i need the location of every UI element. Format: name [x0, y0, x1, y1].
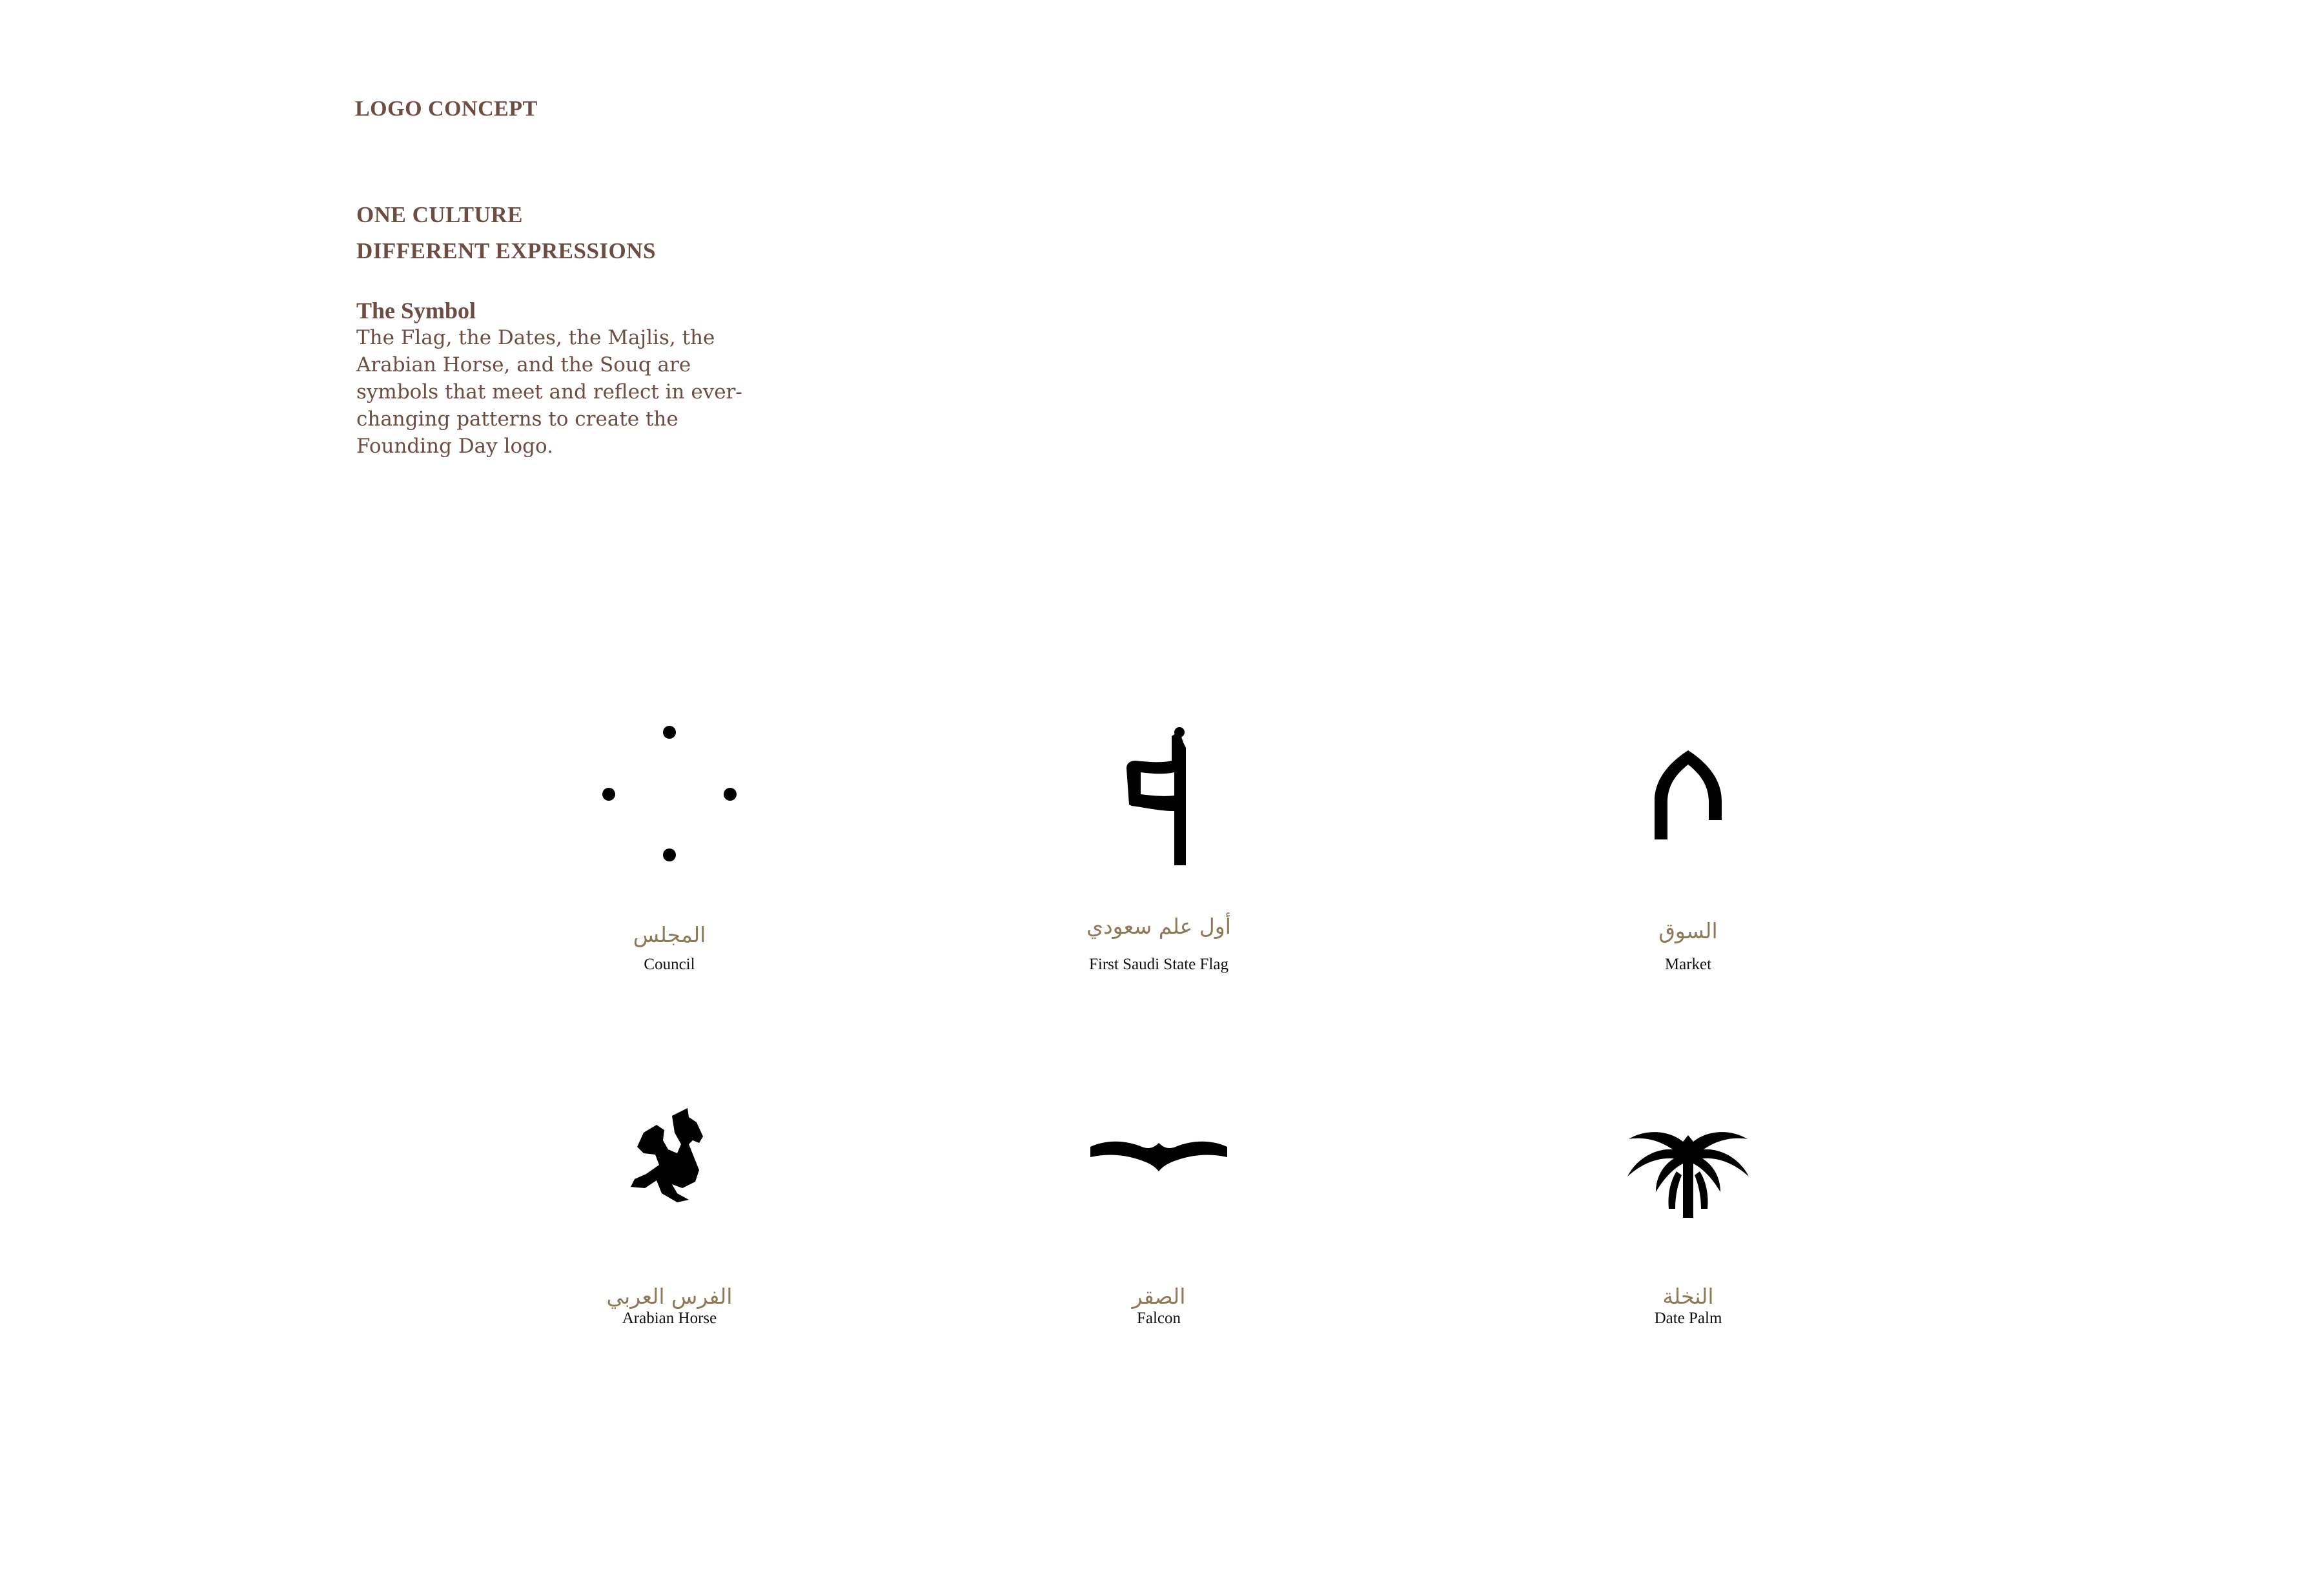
symbol-card-palm — [1462, 1091, 1914, 1362]
falcon-english-label: Falcon — [1136, 1310, 1181, 1327]
flag-english-label: First Saudi State Flag — [1089, 956, 1228, 973]
symbol-card-horse — [443, 1091, 895, 1362]
horse-icon-graphic — [592, 1091, 747, 1246]
palm-english-label: Date Palm — [1654, 1310, 1722, 1327]
symbol-heading: The Symbol — [356, 298, 476, 324]
horse-english-label: Arabian Horse — [622, 1310, 717, 1327]
falcon-arabic-label: الصقر — [1132, 1284, 1186, 1309]
council-icon-graphic — [592, 717, 747, 872]
council-english-label: Council — [644, 956, 695, 973]
headline — [356, 197, 656, 269]
symbol-text: The Flag, the Dates, the Majlis, the Arabian Horse, and the Souq are symbols that meet and reflect in ever-changing patterns to create the Founding Day logo. — [356, 326, 742, 458]
headline-line-2: DIFFERENT EXPRESSIONS — [356, 238, 656, 263]
headline-line-1: ONE CULTURE — [356, 202, 524, 227]
falcon-icon-graphic — [1081, 1091, 1236, 1246]
market-icon-graphic — [1611, 717, 1766, 872]
council-arabic-label: المجلس — [633, 922, 706, 947]
market-arabic-label: السوق — [1658, 918, 1718, 943]
palm-icon-graphic — [1611, 1091, 1766, 1246]
symbol-description — [356, 297, 757, 460]
section-label: LOGO CONCEPT — [355, 97, 538, 121]
flag-icon-graphic — [1081, 717, 1236, 872]
market-icon — [1611, 717, 1766, 872]
symbol-card-market — [1462, 717, 1914, 988]
symbol-card-council — [443, 717, 895, 988]
horse-arabic-label: الفرس العربي — [606, 1284, 733, 1309]
symbol-card-flag — [933, 717, 1385, 988]
market-english-label: Market — [1664, 956, 1712, 973]
palm-arabic-label: النخلة — [1662, 1284, 1714, 1309]
horse-icon — [592, 1091, 747, 1246]
flag-arabic-label: أول علم سعودي — [1086, 914, 1231, 939]
palm-icon — [1611, 1091, 1766, 1246]
council-icon — [592, 717, 747, 872]
symbol-card-falcon — [933, 1091, 1385, 1362]
flag-icon — [1081, 717, 1236, 872]
falcon-icon — [1081, 1091, 1236, 1246]
